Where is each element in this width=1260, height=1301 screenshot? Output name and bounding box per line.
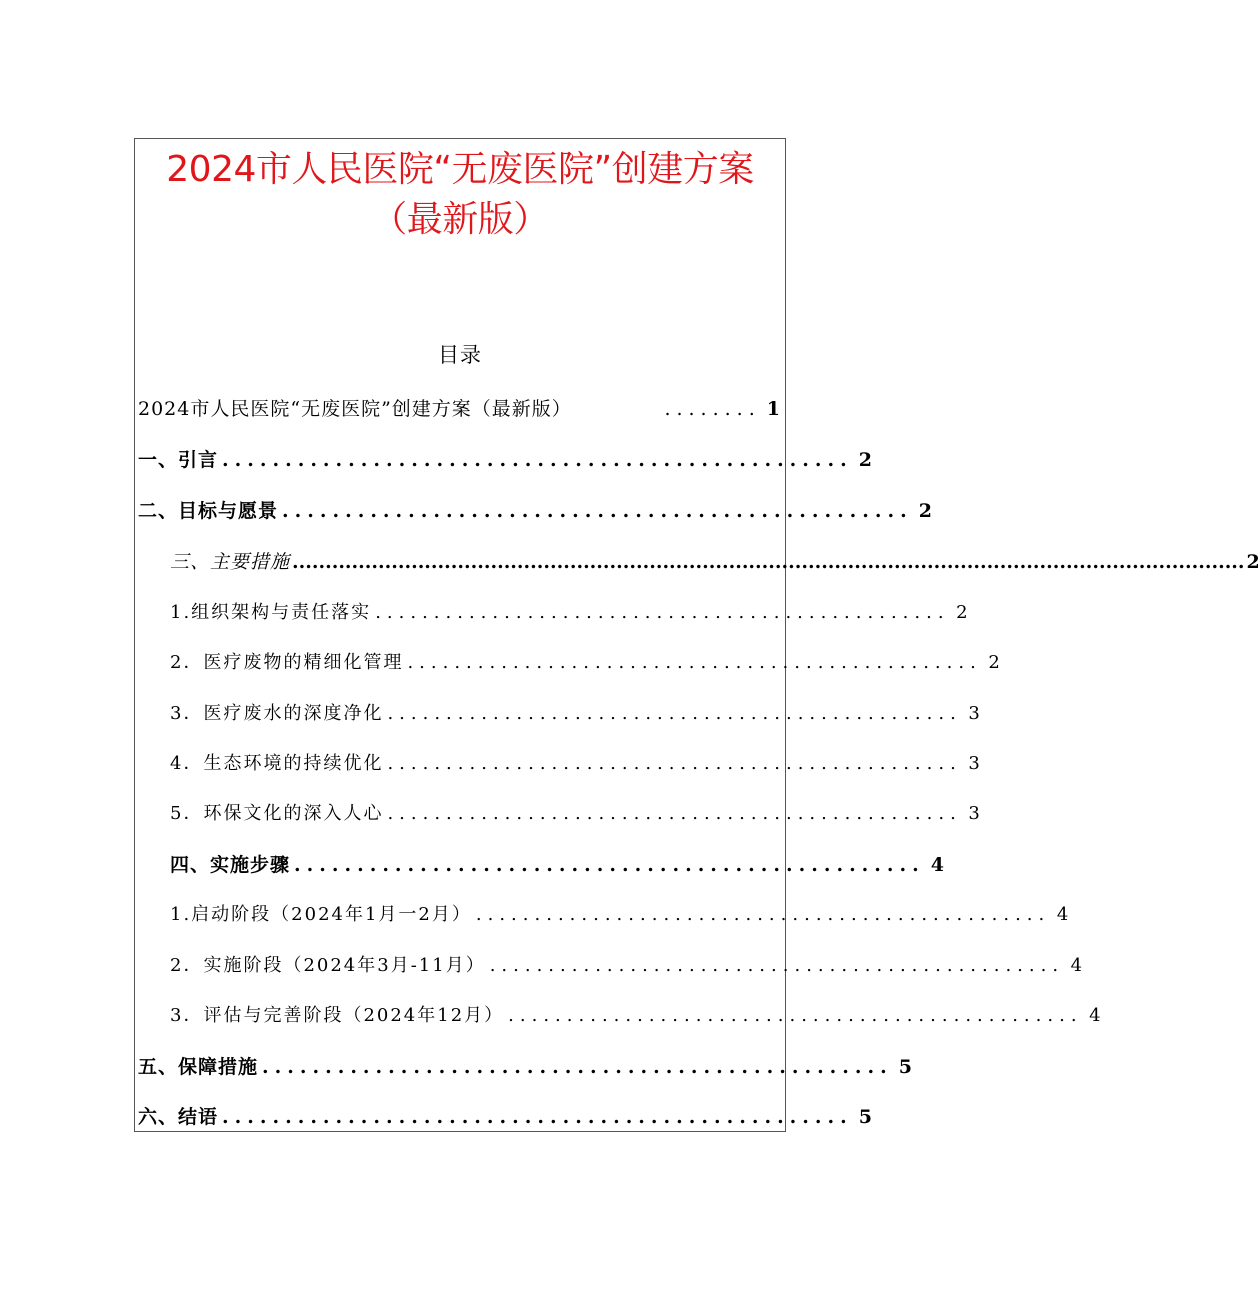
toc-entry-label: 二、目标与愿景 xyxy=(138,500,279,522)
toc-page-number: 2 xyxy=(918,500,932,522)
toc-entry-label: 2024市人民医院“无废医院”创建方案（最新版） xyxy=(138,398,572,420)
toc-page-number: 3 xyxy=(968,753,980,774)
toc-entry[interactable] xyxy=(170,697,980,731)
toc-heading: 目录 xyxy=(438,343,482,367)
toc-leader: ................................................. xyxy=(489,955,1065,976)
toc-entry-label: 1.启动阶段（2024年1月一2月） xyxy=(170,904,472,925)
toc-page-number: 2 xyxy=(988,652,1000,673)
toc-entry[interactable] xyxy=(170,646,1000,680)
toc-page-number: 3 xyxy=(968,803,980,824)
toc-leader: .................................................. xyxy=(294,854,925,876)
toc-leader: ........ xyxy=(664,398,761,420)
toc-entry[interactable] xyxy=(138,494,932,528)
toc-entry[interactable] xyxy=(138,1100,872,1134)
toc-entry-label: 4．生态环境的持续优化 xyxy=(170,753,384,774)
toc-entry-label: 四、实施步骤 xyxy=(170,854,291,876)
toc-page-number: 5 xyxy=(858,1106,872,1128)
toc-entry[interactable] xyxy=(170,999,1101,1033)
toc-leader: ................................................. xyxy=(375,602,950,623)
toc-leader: .................................................. xyxy=(222,449,853,471)
toc-page-number: 4 xyxy=(1056,904,1069,925)
toc-entry-label: 2．医疗废物的精细化管理 xyxy=(170,652,404,673)
toc-leader: ................................................. xyxy=(387,803,962,824)
toc-entry[interactable] xyxy=(170,848,944,882)
toc-entry[interactable] xyxy=(170,797,980,831)
toc-page-number: 2 xyxy=(1246,551,1260,573)
document-title-line1: 2024市人民医院“无废医院”创建方案 xyxy=(166,149,754,190)
toc-page-number: 4 xyxy=(1070,955,1083,976)
toc-entry[interactable] xyxy=(170,949,1083,983)
toc-entry-label: 1.组织架构与责任落实 xyxy=(170,602,372,623)
toc-entry-label: 三、主要措施 xyxy=(170,551,291,573)
toc-page-number: 1 xyxy=(766,398,780,420)
toc-leader: .................................................. xyxy=(262,1056,893,1078)
toc-entry[interactable] xyxy=(170,898,1069,932)
toc-entry[interactable] xyxy=(138,443,872,477)
toc-leader: ................................................. xyxy=(475,904,1051,925)
toc-entry-label: 五、保障措施 xyxy=(138,1056,259,1078)
toc-leader: ................................................. xyxy=(407,652,982,673)
document-title-line2: （最新版） xyxy=(371,199,549,240)
toc-entry-label: 六、结语 xyxy=(138,1106,219,1128)
toc-page-number: 2 xyxy=(956,602,968,623)
toc-entry-label: 5．环保文化的深入人心 xyxy=(170,803,384,824)
toc-page-number: 5 xyxy=(898,1056,912,1078)
toc-leader: ................................................. xyxy=(387,703,962,724)
toc-entry-label: 3．评估与完善阶段（2024年12月） xyxy=(170,1005,505,1026)
toc-entry-label: 2．实施阶段（2024年3月-11月） xyxy=(170,955,486,976)
toc-entry[interactable] xyxy=(170,545,1260,579)
toc-entry[interactable] xyxy=(170,596,968,630)
toc-entry[interactable] xyxy=(170,747,980,781)
toc-leader: .................................................. xyxy=(222,1106,853,1128)
toc-page-number: 2 xyxy=(858,449,872,471)
toc-leader: ................................................. xyxy=(508,1005,1083,1026)
toc-entry[interactable] xyxy=(138,1050,912,1084)
toc-leader: ................................................. xyxy=(387,753,962,774)
toc-entry-label: 3．医疗废水的深度净化 xyxy=(170,703,384,724)
toc-page-number: 3 xyxy=(968,703,980,724)
toc-entry[interactable] xyxy=(138,392,780,426)
toc-page-number: 4 xyxy=(930,854,944,876)
toc-entry-label: 一、引言 xyxy=(138,449,219,471)
toc-leader: .................................................. xyxy=(282,500,913,522)
toc-page-number: 4 xyxy=(1089,1005,1101,1026)
toc-leader: ................................................................................................................................................ xyxy=(292,551,1245,573)
